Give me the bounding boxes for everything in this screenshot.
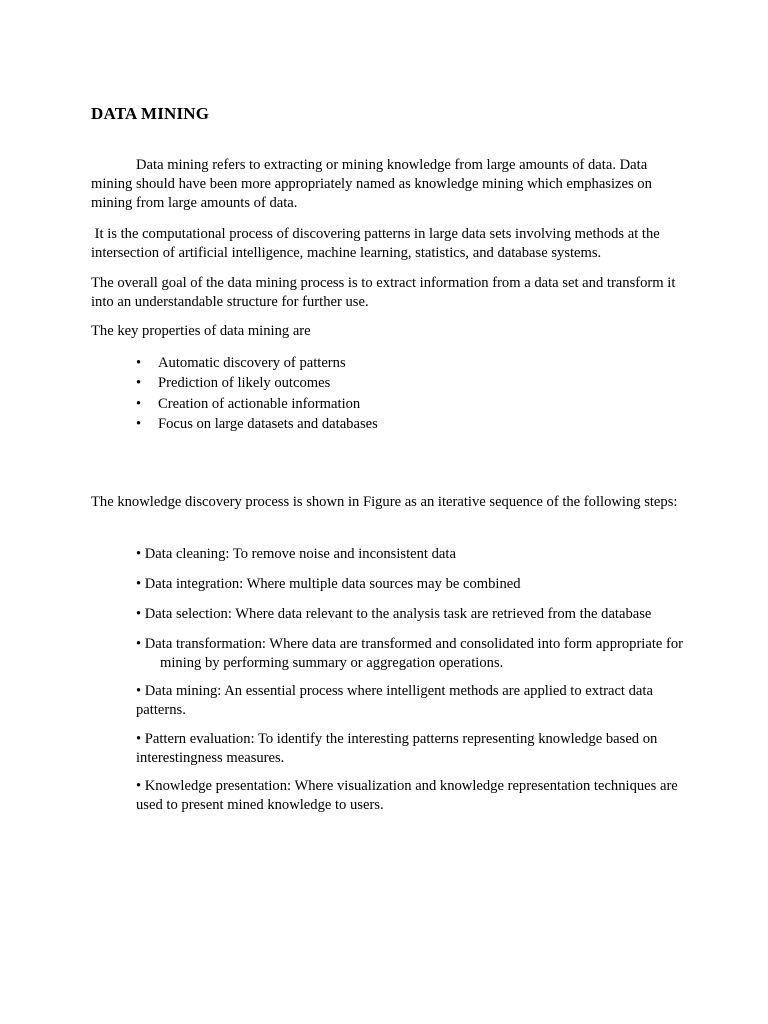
step-data-mining: • Data mining: An essential process where intelligent methods are applied to extract data patterns. [136, 683, 653, 718]
step-data-transformation [136, 635, 691, 672]
bullet-icon: • [136, 375, 142, 392]
paragraph-overall-goal: The overall goal of the data mining process is to extract information from a data set and transform it into an understandable structure for further use. [91, 275, 676, 310]
list-item-text: Automatic discovery of patterns [158, 355, 346, 371]
document-title: DATA MINING [91, 104, 210, 123]
step-pattern-evaluation: • Pattern evaluation: To identify the interesting patterns representing knowledge based on interestingness measures. [136, 731, 658, 766]
step-data-selection: • Data selection: Where data relevant to the analysis task are retrieved from the database [136, 606, 652, 622]
bullet-icon: • [136, 415, 142, 432]
paragraph-computational-process: It is the computational process of discovering patterns in large data sets involving methods at the intersection of artificial intelligence, machine learning, statistics, and database systems. [91, 226, 664, 261]
step-data-cleaning: • Data cleaning: To remove noise and inconsistent data [136, 546, 456, 562]
list-item [136, 394, 378, 414]
paragraph-key-properties-intro: The key properties of data mining are [91, 323, 311, 339]
list-item [136, 414, 378, 434]
step-knowledge-presentation: • Knowledge presentation: Where visualization and knowledge representation techniques are used to present mined knowledge to users. [136, 778, 678, 813]
step-text-part1: • Data transformation: Where data are transformed and consolidated into form appropriate for [136, 636, 684, 652]
list-item-text: Creation of actionable information [158, 395, 361, 412]
list-item-text: Prediction of likely outcomes [158, 375, 331, 392]
bullet-icon: • [136, 395, 142, 412]
paragraph-process-intro: The knowledge discovery process is shown in Figure as an iterative sequence of the following steps: [91, 494, 678, 510]
step-text-part2: mining by performing summary or aggregation operations. [160, 654, 504, 671]
list-item-text: Focus on large datasets and databases [158, 415, 378, 432]
list-item [136, 353, 378, 373]
paragraph-definition: Data mining refers to extracting or mining knowledge from large amounts of data. Data mining should have been more appropriately named as knowledge mining which emphasizes on mining from large amounts of data. [91, 157, 652, 211]
key-properties-list [136, 353, 378, 434]
list-item [136, 373, 378, 393]
step-data-integration: • Data integration: Where multiple data sources may be combined [136, 576, 521, 592]
bullet-icon: • [136, 355, 142, 371]
